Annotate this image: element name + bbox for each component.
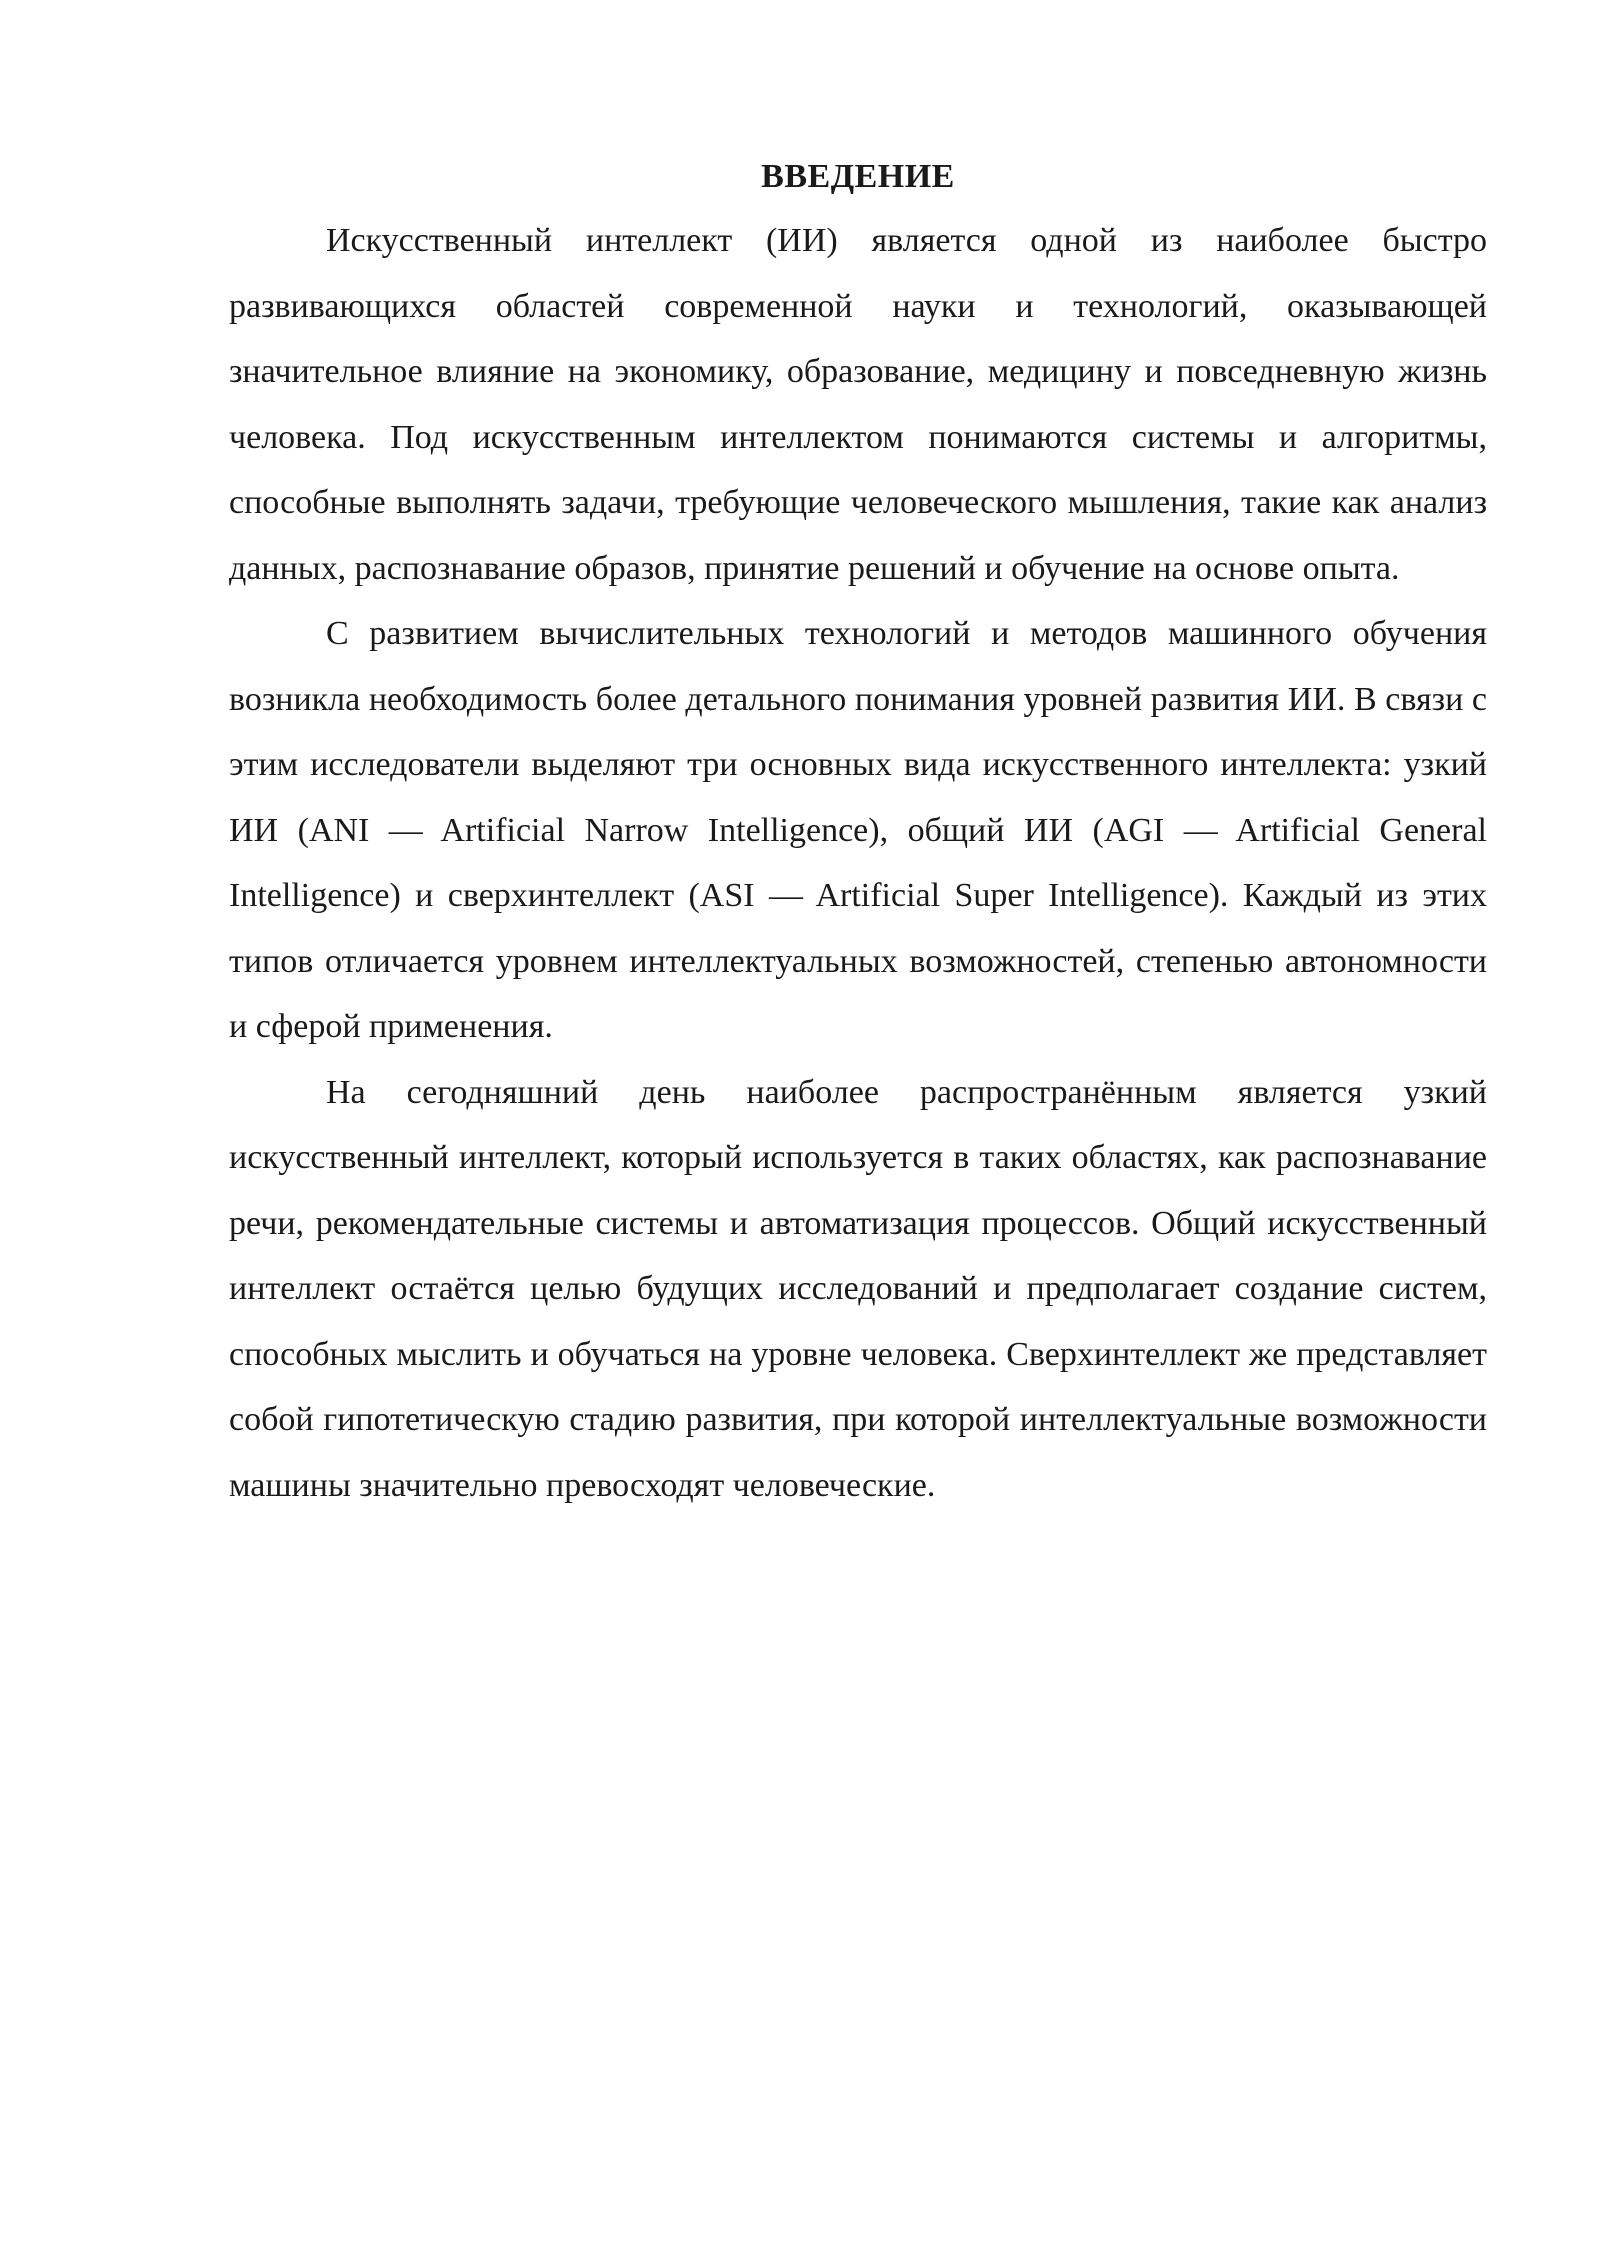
paragraph-2: С развитием вычислительных технологий и методов машинного обучения возникла необходимость более детального понимания уровней развития ИИ. В связи с этим исследователи выделяют три основных вида искусственного интеллекта: узкий ИИ (ANI — Artificial Narrow Intelligence), общий ИИ (AGI — Artificial General Intelligence) и сверхинтеллект (ASI — Artificial Super Intelligence). Каждый из этих типов отличается уровнем интеллектуальных возможностей, степенью автономности и сферой применения. xyxy=(229,615,1487,1045)
document-body xyxy=(229,146,1487,1518)
paragraph-3: На сегодняшний день наиболее распространённым является узкий искусственный интеллект, который используется в таких областях, как распознавание речи, рекомендательные системы и автоматизация процессов. Общий искусственный интеллект остаётся целью будущих исследований и предполагает создание систем, способных мыслить и обучаться на уровне человека. Сверхинтеллект же представляет собой гипотетическую стадию развития, при которой интеллектуальные возможности машины значительно превосходят человеческие. xyxy=(229,1073,1487,1504)
paragraph-1: Искусственный интеллект (ИИ) является одной из наиболее быстро развивающихся областей современной науки и технологий, оказывающей значительное влияние на экономику, образование, медицину и повседневную жизнь человека. Под искусственным интеллектом понимаются системы и алгоритмы, способные выполнять задачи, требующие человеческого мышления, такие как анализ данных, распознавание образов, принятие решений и обучение на основе опыта. xyxy=(229,222,1487,587)
section-heading: ВВЕДЕНИЕ xyxy=(761,158,955,195)
